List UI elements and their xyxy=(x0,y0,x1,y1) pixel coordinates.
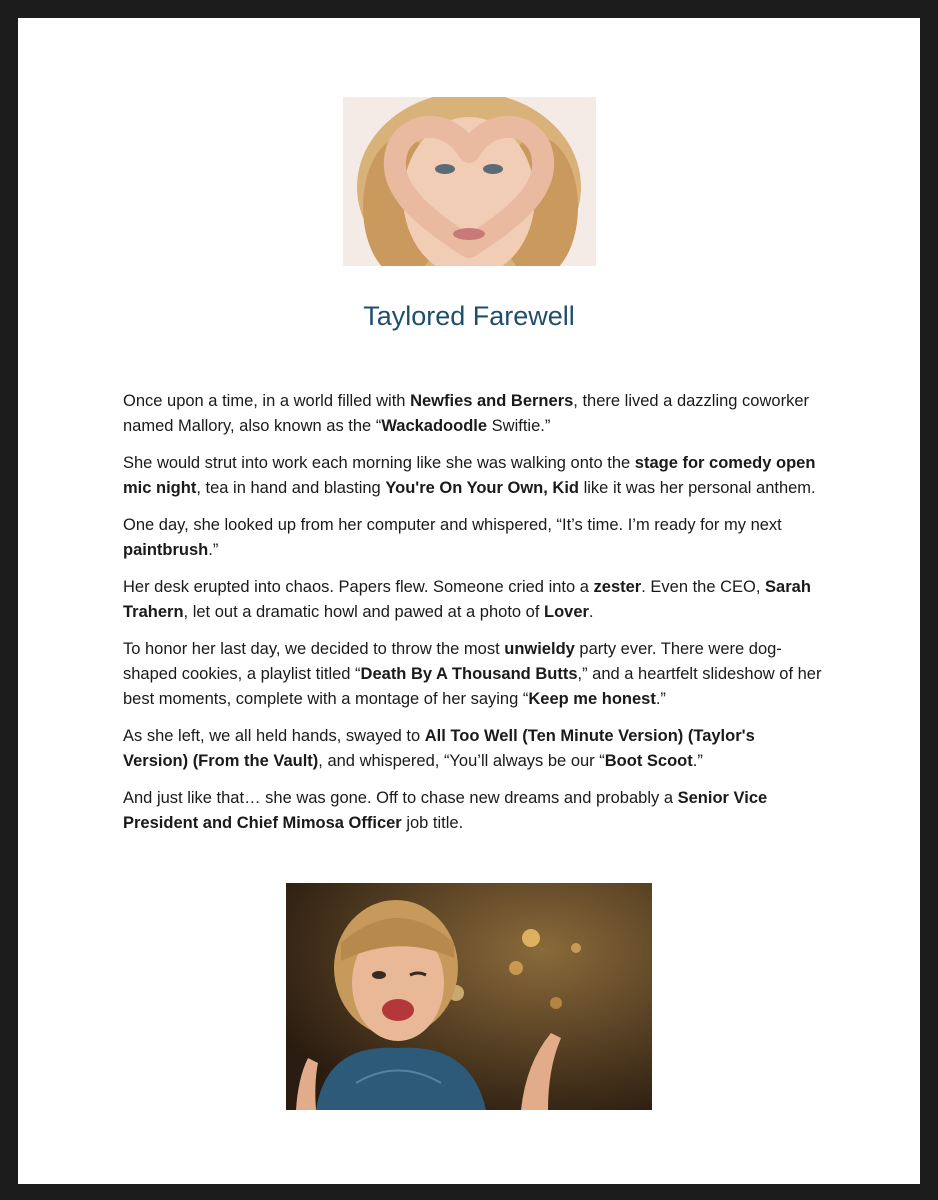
bold-phrase: Keep me honest xyxy=(528,690,656,708)
text-run: , let out a dramatic howl and pawed at a photo of xyxy=(183,603,545,621)
bold-phrase: Death By A Thousand Butts xyxy=(360,665,578,683)
text-run: ,” and a heartfelt slideshow of her best moments, complete with a montage of her saying “ xyxy=(123,665,822,708)
story-paragraph xyxy=(123,786,823,836)
text-run: To honor her last day, we decided to throw the most xyxy=(123,640,505,658)
heart-hands-photo xyxy=(343,97,596,266)
text-run: Swiftie.” xyxy=(487,417,551,435)
bold-phrase: All Too Well (Ten Minute Version) (Taylor's Version) (From the Vault) xyxy=(123,727,755,770)
text-run: One day, she looked up from her computer and whispered, “It’s time. I’m ready for my next xyxy=(123,516,782,534)
story-body xyxy=(123,389,823,848)
text-run: .” xyxy=(655,690,666,708)
document-page xyxy=(18,18,920,1184)
bold-phrase: Newfies and Berners xyxy=(410,392,574,410)
text-run: Once upon a time, in a world filled with xyxy=(123,392,411,410)
bold-phrase: paintbrush xyxy=(123,541,209,559)
text-run: Her desk erupted into chaos. Papers flew. Someone cried into a xyxy=(123,578,594,596)
text-run: And just like that… she was gone. Off to chase new dreams and probably a xyxy=(123,789,678,807)
goofy-face-photo xyxy=(286,883,652,1110)
story-paragraph xyxy=(123,637,823,712)
bold-phrase: Lover xyxy=(544,603,589,621)
text-run: As she left, we all held hands, swayed to xyxy=(123,727,425,745)
text-run: party ever. There were dog-shaped cookies, a playlist titled “ xyxy=(123,640,782,683)
document-title: Taylored Farewell xyxy=(363,301,575,331)
bold-phrase: stage for comedy open mic night xyxy=(123,454,816,497)
heart-hands-image xyxy=(343,97,596,266)
text-run: job title. xyxy=(401,814,464,832)
bold-phrase: Sarah Trahern xyxy=(123,578,811,621)
bold-phrase: Wackadoodle xyxy=(381,417,488,435)
text-run: .” xyxy=(208,541,219,559)
text-run: like it was her personal anthem. xyxy=(579,479,816,497)
story-paragraph xyxy=(123,513,823,563)
bold-phrase: Boot Scoot xyxy=(604,752,693,770)
story-paragraph xyxy=(123,724,823,774)
text-run: . xyxy=(588,603,594,621)
bold-phrase: Senior Vice President and Chief Mimosa Officer xyxy=(123,789,768,832)
goofy-face-image xyxy=(286,883,652,1110)
text-run: , and whispered, “You’ll always be our “ xyxy=(318,752,605,770)
story-paragraph xyxy=(123,451,823,501)
bold-phrase: zester xyxy=(593,578,642,596)
text-run: She would strut into work each morning like she was walking onto the xyxy=(123,454,635,472)
story-paragraph xyxy=(123,575,823,625)
story-paragraph xyxy=(123,389,823,439)
text-run: . Even the CEO, xyxy=(641,578,766,596)
text-run: , there lived a dazzling coworker named Mallory, also known as the “ xyxy=(123,392,809,435)
text-run: .” xyxy=(692,752,703,770)
text-run: , tea in hand and blasting xyxy=(196,479,386,497)
bold-phrase: You're On Your Own, Kid xyxy=(385,479,580,497)
bold-phrase: unwieldy xyxy=(504,640,575,658)
